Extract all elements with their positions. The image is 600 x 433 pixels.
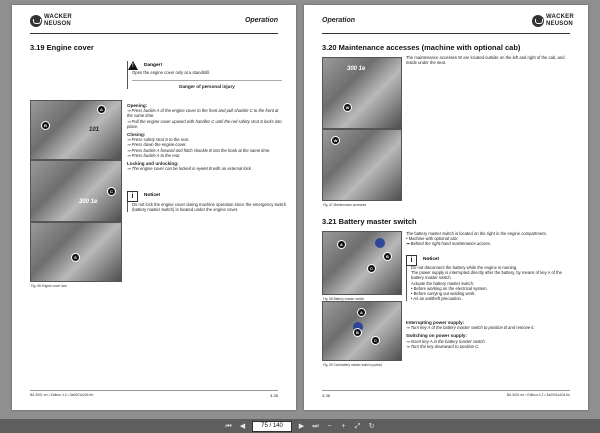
photo-engine-cover-buckle: 101 A B bbox=[30, 100, 122, 160]
power-instructions bbox=[406, 317, 571, 349]
closing-step-3: ⇒ Press buckle A forward and hitch shackle B into the hook at the same time. bbox=[127, 147, 271, 153]
closing-step-1: ⇒ Press safety strut S to the rear. bbox=[127, 137, 190, 143]
opening-instructions bbox=[127, 100, 285, 171]
last-page-icon[interactable]: ⏭ bbox=[312, 422, 319, 430]
marker-w-1: W bbox=[343, 103, 352, 112]
photo-maintenance-access-1 bbox=[322, 57, 402, 129]
marker-b: B bbox=[353, 328, 362, 337]
notice-line-2: The power supply is interrupted directly after the battery, by means of key A of the battery master switch. bbox=[411, 270, 562, 281]
fit-page-icon[interactable]: ⤢ bbox=[354, 422, 361, 430]
viewer-toolbar bbox=[0, 419, 600, 433]
header-rule bbox=[322, 33, 570, 34]
danger-box bbox=[127, 61, 282, 89]
photo-safety-strut bbox=[30, 222, 122, 288]
marker-w-2: W bbox=[331, 136, 340, 145]
section-title: 3.19 Engine cover bbox=[30, 43, 94, 52]
opening-heading: Opening: bbox=[127, 103, 148, 108]
logo-mark-icon bbox=[532, 15, 544, 27]
notice-box bbox=[127, 191, 287, 212]
marker-a: A bbox=[337, 240, 346, 249]
figure-caption: Fig. 66 Engine cover lock bbox=[31, 284, 67, 288]
marker-b: B bbox=[383, 252, 392, 261]
battery-intro-1: The battery master switch is located on the right in the engine compartment. bbox=[406, 231, 547, 236]
locking-step-1: ⇒ The engine cover can be locked in eyelet B with an external lock. bbox=[127, 166, 253, 172]
notice-label: Notice! bbox=[423, 257, 440, 262]
section-title-maintenance: 3.20 Maintenance accesses (machine with optional cab) bbox=[322, 43, 521, 52]
danger-sub: Danger of personal injury bbox=[132, 80, 282, 89]
figure-caption-68: Fig. 68 Battery master switch bbox=[323, 297, 365, 301]
first-page-icon[interactable]: ⏮ bbox=[225, 422, 232, 430]
photo-battery-switch bbox=[322, 231, 402, 301]
right-page bbox=[304, 5, 588, 410]
maintenance-text: The maintenance accesses W are located outside on the left and right of the cab, and inside under the seat. bbox=[406, 55, 565, 66]
rotate-icon[interactable]: ↻ bbox=[368, 422, 375, 430]
section-title-battery: 3.21 Battery master switch bbox=[322, 217, 417, 226]
logo-line1: WACKER bbox=[44, 14, 72, 20]
switching-step-2: ⇒ Turn the key downward to position C. bbox=[406, 343, 480, 349]
figure-caption-67: Fig. 67 Maintenance accesses bbox=[323, 203, 367, 207]
info-icon: i bbox=[406, 255, 417, 266]
marker-b: B bbox=[41, 121, 50, 130]
interrupting-step-1: ⇒ Turn key A of the battery master switch to position B and remove it. bbox=[406, 325, 535, 331]
info-icon: i bbox=[127, 191, 138, 202]
page-number-input[interactable] bbox=[252, 421, 292, 432]
left-page bbox=[12, 5, 296, 410]
marker-a: A bbox=[97, 105, 106, 114]
next-page-icon[interactable]: ▶ bbox=[298, 422, 305, 430]
notice-text: Do not lock the engine cover during machine operation since the emergency switch (battery master switch) is located under the engine cover. bbox=[132, 202, 287, 213]
notice-box bbox=[406, 255, 571, 301]
closing-step-2: ⇒ Press down the engine cover. bbox=[127, 142, 187, 148]
header-section: Operation bbox=[244, 17, 278, 24]
marker-c: C bbox=[107, 187, 116, 196]
warning-triangle-icon bbox=[128, 61, 138, 70]
opening-step-1: ⇒ Press buckle A of the engine cover to the front and pull shackle C to the front at the same time. bbox=[127, 108, 279, 119]
footer-page-number: 3-36 bbox=[322, 393, 331, 398]
marker-s: S bbox=[71, 253, 80, 262]
notice-line-3: Actuate the battery master switch: bbox=[411, 280, 475, 286]
machine-decal: 300 1e bbox=[79, 199, 98, 205]
closing-step-4: ⇒ Press buckle A to the rear. bbox=[127, 152, 181, 158]
header-rule bbox=[30, 33, 278, 34]
footer-doc: BA 3001 en • Edition 4.2 • 3a0001e204.fm bbox=[506, 393, 570, 397]
rotate-arrow-icon bbox=[375, 238, 385, 248]
battery-intro bbox=[406, 231, 571, 247]
battery-intro-3: ➥ Behind the right-hand maintenance access. bbox=[406, 241, 492, 247]
notice-line-6: • As an antitheft precaution. bbox=[411, 296, 463, 302]
header-section: Operation bbox=[322, 17, 356, 24]
battery-intro-2: • Machine with optional cab: bbox=[406, 236, 458, 242]
wacker-neuson-logo bbox=[532, 14, 574, 30]
marker-c: C bbox=[371, 336, 380, 345]
logo-line2: NEUSON bbox=[546, 21, 573, 27]
danger-label: Danger! bbox=[144, 63, 163, 68]
figure-caption-69: Fig. 69 Cab battery master switch (option) bbox=[323, 363, 383, 367]
notice-line-1: Do not disconnect the battery while the engine is running. bbox=[411, 265, 518, 270]
notice-label: Notice! bbox=[144, 193, 161, 198]
switching-step-1: ⇒ Insert key A in the battery master switch. bbox=[406, 338, 486, 344]
footer-page-number: 3-35 bbox=[269, 393, 278, 398]
logo-line2: NEUSON bbox=[44, 21, 71, 27]
footer-doc: BA 3001 en • Edition 4.2 • 3a0001e204.fm bbox=[30, 393, 94, 397]
locking-heading: Locking and unlocking: bbox=[127, 161, 179, 167]
switching-heading: Switching on power supply: bbox=[406, 333, 467, 339]
interrupting-heading: Interrupting power supply: bbox=[406, 320, 465, 325]
notice-text bbox=[411, 265, 571, 301]
zoom-out-icon[interactable]: − bbox=[327, 422, 332, 430]
photo-maintenance-access-2 bbox=[322, 129, 402, 207]
logo-line1: WACKER bbox=[546, 14, 574, 20]
wacker-neuson-logo bbox=[30, 14, 72, 30]
logo-mark-icon bbox=[30, 15, 42, 27]
closing-heading: Closing: bbox=[127, 132, 146, 138]
zoom-in-icon[interactable]: + bbox=[341, 422, 346, 430]
photo-cab-battery-switch bbox=[322, 301, 402, 367]
photo-engine-cover-handle bbox=[30, 160, 122, 222]
marker-a: A bbox=[357, 308, 366, 317]
notice-line-4: • Before working on the electrical system. bbox=[411, 285, 488, 291]
opening-step-2: ⇒ Pull the engine cover upward with handles C until the red safety strut S locks into place. bbox=[127, 118, 282, 129]
notice-line-5: • Before carrying out welding work. bbox=[411, 291, 476, 297]
marker-c: C bbox=[367, 264, 376, 273]
danger-text: Open the engine cover only at a standstill. bbox=[132, 70, 210, 75]
machine-decal: 300 1e bbox=[347, 66, 366, 72]
previous-page-icon[interactable]: ◀ bbox=[239, 422, 246, 430]
